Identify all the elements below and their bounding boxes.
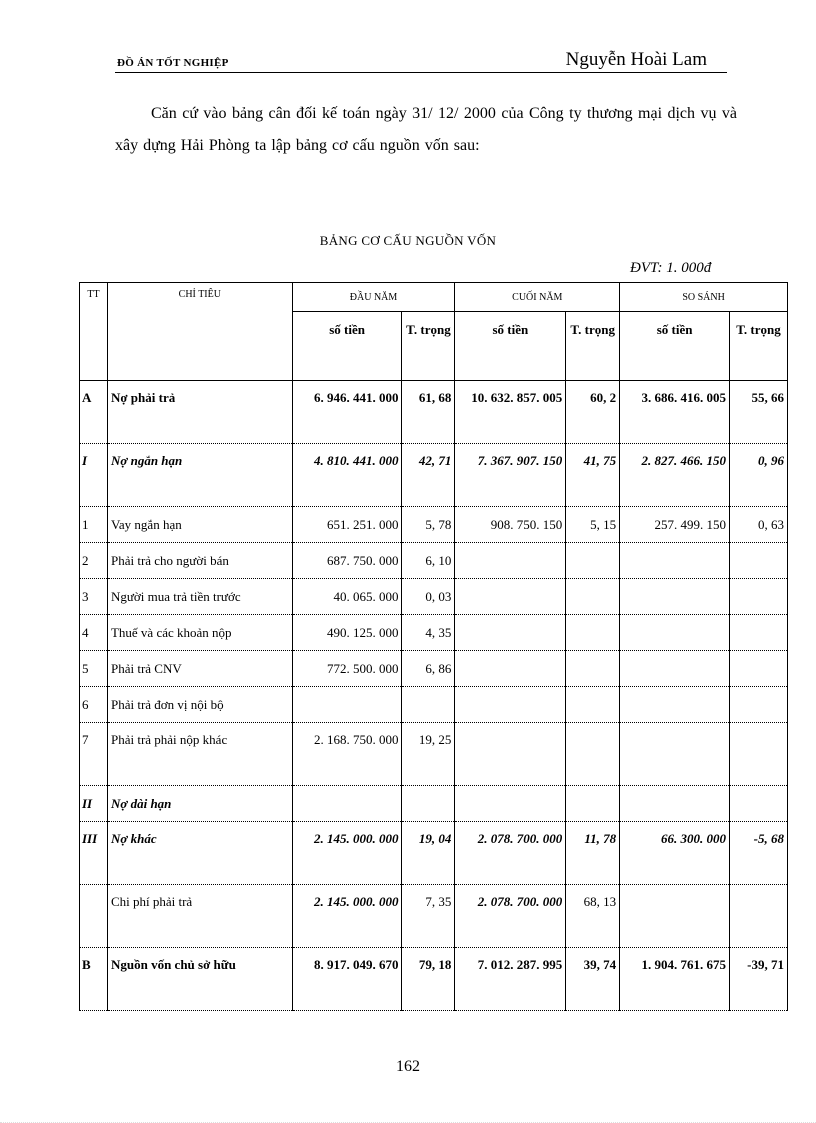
cell-text: -5, 68 [753, 831, 784, 846]
cell-text [293, 687, 399, 691]
table-cell [80, 444, 108, 507]
cell-text [730, 579, 784, 583]
cell-text [620, 651, 726, 655]
table-cell [729, 444, 787, 507]
table-cell [566, 822, 620, 885]
table-cell [566, 615, 620, 651]
cell-text: B [82, 957, 91, 972]
cell-text [566, 579, 616, 583]
cell-text [402, 786, 451, 790]
table-cell [729, 723, 787, 786]
table-cell [455, 687, 566, 723]
cell-text: I [82, 453, 88, 468]
cell-text [455, 786, 562, 790]
author-name: Nguyễn Hoài Lam [565, 49, 707, 70]
table-cell [455, 651, 566, 687]
table-cell [107, 822, 292, 885]
cell-text [620, 579, 726, 583]
table-cell [107, 723, 292, 786]
cell-text [566, 786, 616, 790]
cell-text: Nợ ngắn hạn [110, 453, 183, 468]
table-cell [455, 786, 566, 822]
table-cell [292, 885, 402, 948]
cell-text: 2. 168. 750. 000 [313, 732, 399, 747]
cell-text: 8. 917. 049. 670 [313, 957, 399, 972]
cell-text: 0, 96 [758, 453, 784, 468]
cell-text: 651. 251. 000 [326, 517, 399, 532]
table-cell [107, 615, 292, 651]
table-cell [729, 543, 787, 579]
table-row [80, 822, 788, 885]
table-cell [729, 885, 787, 948]
cell-text: Chi phí phải trả [110, 894, 193, 909]
intro-paragraph: Căn cứ vào bảng cân đối kế toán ngày 31/ 12/ 2000 của Công ty thương mại dịch vụ và xây dựng Hải Phòng ta lập bảng cơ cấu nguồn vốn sau: [115, 105, 737, 154]
cell-text: 66. 300. 000 [660, 831, 726, 846]
table-cell [402, 885, 455, 948]
table-cell [620, 723, 730, 786]
cell-text [620, 786, 726, 790]
cell-text [730, 651, 784, 655]
table-cell [292, 507, 402, 543]
cell-text: 4. 810. 441. 000 [313, 453, 399, 468]
table-cell [729, 507, 787, 543]
col-header-so-sanh: SO SÁNH [620, 283, 788, 312]
table-cell [292, 687, 402, 723]
table-row [80, 885, 788, 948]
table-cell [402, 381, 455, 444]
table-cell [402, 786, 455, 822]
cell-text [730, 615, 784, 619]
table-cell [402, 948, 455, 1011]
cell-text: 2. 827. 466. 150 [641, 453, 726, 468]
table-row [80, 444, 788, 507]
cell-text: 2 [82, 553, 89, 568]
table-cell [455, 885, 566, 948]
cell-text: 2. 078. 700. 000 [477, 831, 563, 846]
table-cell [455, 579, 566, 615]
table-cell [402, 687, 455, 723]
table-cell [292, 786, 402, 822]
cell-text: 42, 71 [418, 453, 452, 468]
col-header-cuoi-nam: CUỐI NĂM [455, 283, 620, 312]
table-cell [566, 444, 620, 507]
cell-text: 3. 686. 416. 005 [641, 390, 726, 405]
table-cell [402, 651, 455, 687]
table-cell [620, 822, 730, 885]
subheader-ty-trong: T. trọng [729, 312, 787, 381]
table-cell [566, 381, 620, 444]
table-row [80, 507, 788, 543]
cell-text: II [82, 796, 93, 811]
col-header-chi-tieu: CHỈ TIÊU [107, 283, 292, 381]
table-cell [455, 381, 566, 444]
cell-text: 11, 78 [584, 831, 617, 846]
table-cell [566, 507, 620, 543]
cell-text: 7, 35 [425, 894, 452, 909]
cell-text [620, 615, 726, 619]
cell-text [566, 723, 616, 726]
capital-structure-table [79, 282, 788, 1011]
cell-text: Nợ dài hạn [110, 796, 172, 811]
table-cell [402, 507, 455, 543]
table-cell [402, 579, 455, 615]
cell-text: 6, 86 [425, 661, 452, 676]
table-cell [620, 687, 730, 723]
cell-text: 2. 145. 000. 000 [313, 894, 399, 909]
table-cell [80, 507, 108, 543]
table-cell [402, 723, 455, 786]
cell-text [402, 687, 451, 691]
table-cell [292, 948, 402, 1011]
cell-text: 1 [82, 517, 89, 532]
cell-text: Nợ khác [110, 831, 157, 846]
cell-text: 5, 78 [425, 517, 452, 532]
table-cell [729, 615, 787, 651]
table-cell [729, 579, 787, 615]
table-row [80, 948, 788, 1011]
table-cell [566, 651, 620, 687]
table-cell [292, 543, 402, 579]
table-cell [107, 579, 292, 615]
cell-text [566, 687, 616, 691]
cell-text [455, 543, 562, 547]
table-cell [107, 687, 292, 723]
cell-text: 687. 750. 000 [326, 553, 399, 568]
table-title: BẢNG CƠ CẤU NGUỒN VỐN [319, 233, 497, 248]
table-cell [80, 543, 108, 579]
cell-text: 7. 012. 287. 995 [477, 957, 563, 972]
cell-text [620, 723, 726, 726]
cell-text [730, 786, 784, 790]
table-cell [80, 822, 108, 885]
table-cell [620, 444, 730, 507]
table-cell [566, 786, 620, 822]
cell-text: 2. 145. 000. 000 [313, 831, 399, 846]
table-cell [292, 723, 402, 786]
cell-text: Phải trả phải nộp khác [110, 732, 228, 747]
table-cell [455, 723, 566, 786]
cell-text [293, 786, 399, 790]
table-cell [620, 651, 730, 687]
table-cell [80, 381, 108, 444]
page-number: 162 [396, 1058, 420, 1075]
table-cell [566, 948, 620, 1011]
cell-text: 55, 66 [751, 390, 784, 405]
subheader-so-tien: số tiền [620, 312, 730, 381]
table-row [80, 615, 788, 651]
cell-text: Nguồn vốn chủ sở hữu [110, 957, 236, 972]
cell-text [455, 723, 562, 726]
table-cell [455, 444, 566, 507]
table-cell [107, 381, 292, 444]
cell-text: Phải trả CNV [110, 661, 182, 676]
cell-text [82, 885, 107, 888]
table-cell [107, 948, 292, 1011]
cell-text [730, 885, 784, 888]
cell-text: Người mua trả tiền trước [110, 589, 241, 604]
table-row [80, 579, 788, 615]
table-cell [729, 948, 787, 1011]
cell-text: 61, 68 [418, 390, 452, 405]
cell-text: 60, 2 [590, 390, 617, 405]
table-cell [729, 822, 787, 885]
cell-text: Phải trả đơn vị nội bộ [110, 697, 224, 712]
cell-text [620, 885, 726, 888]
cell-text: Vay ngắn hạn [110, 517, 182, 532]
table-row [80, 381, 788, 444]
cell-text: 6. 946. 441. 000 [313, 390, 399, 405]
cell-text: 40. 065. 000 [333, 589, 399, 604]
cell-text [455, 687, 562, 691]
cell-text: 1. 904. 761. 675 [641, 957, 726, 972]
cell-text: 2. 078. 700. 000 [477, 894, 563, 909]
table-cell [729, 687, 787, 723]
table-cell [292, 651, 402, 687]
col-header-tt: TT [80, 283, 108, 381]
cell-text: 0, 63 [758, 517, 784, 532]
table-row [80, 786, 788, 822]
cell-text: 3 [82, 589, 89, 604]
cell-text: 6 [82, 697, 89, 712]
table-cell [620, 948, 730, 1011]
cell-text: 7. 367. 907. 150 [477, 453, 563, 468]
table-cell [729, 381, 787, 444]
table-cell [80, 723, 108, 786]
cell-text: 19, 04 [418, 831, 452, 846]
table-cell [402, 444, 455, 507]
table-cell [455, 615, 566, 651]
table-cell [729, 651, 787, 687]
cell-text: 10. 632. 857. 005 [471, 390, 563, 405]
cell-text: 5 [82, 661, 89, 676]
table-cell [729, 786, 787, 822]
cell-text [455, 615, 562, 619]
table-row [80, 687, 788, 723]
table-cell [455, 543, 566, 579]
col-header-dau-nam: ĐẦU NĂM [292, 283, 455, 312]
table-cell [620, 579, 730, 615]
table-cell [80, 786, 108, 822]
table-cell [620, 507, 730, 543]
table-cell [566, 723, 620, 786]
cell-text: 490. 125. 000 [326, 625, 399, 640]
table-cell [620, 885, 730, 948]
cell-text: 7 [82, 732, 89, 747]
table-cell [566, 543, 620, 579]
cell-text: 79, 18 [418, 957, 452, 972]
table-cell [107, 885, 292, 948]
subheader-so-tien: số tiền [292, 312, 402, 381]
table-cell [80, 579, 108, 615]
cell-text: 5, 15 [590, 517, 617, 532]
table-cell [80, 687, 108, 723]
subheader-ty-trong: T. trọng [566, 312, 620, 381]
cell-text: Nợ phải trả [110, 390, 176, 405]
page-header [115, 50, 727, 73]
cell-text: 41, 75 [583, 453, 617, 468]
cell-text [455, 651, 562, 655]
table-cell [107, 444, 292, 507]
cell-text: -39, 71 [747, 957, 784, 972]
table-row [80, 723, 788, 786]
cell-text: 68, 13 [583, 894, 617, 909]
table-row [80, 543, 788, 579]
cell-text: III [82, 831, 98, 846]
cell-text [730, 723, 784, 726]
table-cell [402, 543, 455, 579]
table-cell [292, 822, 402, 885]
table-cell [620, 786, 730, 822]
cell-text: 4 [82, 625, 89, 640]
table-cell [292, 381, 402, 444]
table-cell [620, 381, 730, 444]
table-cell [107, 543, 292, 579]
subheader-so-tien: số tiền [455, 312, 566, 381]
cell-text: 772. 500. 000 [326, 661, 399, 676]
table-cell [107, 651, 292, 687]
cell-text [620, 543, 726, 547]
table-cell [402, 822, 455, 885]
document-label: ĐỒ ÁN TỐT NGHIỆP [117, 57, 229, 69]
cell-text: A [82, 390, 92, 405]
table-cell [80, 948, 108, 1011]
cell-text: 4, 35 [425, 625, 452, 640]
cell-text: 908. 750. 150 [490, 517, 563, 532]
cell-text: 0, 03 [425, 589, 452, 604]
table-cell [566, 687, 620, 723]
table-cell [292, 615, 402, 651]
table-cell [566, 579, 620, 615]
subheader-ty-trong: T. trọng [402, 312, 455, 381]
cell-text [566, 615, 616, 619]
cell-text: 6, 10 [425, 553, 452, 568]
cell-text: 257. 499. 150 [654, 517, 726, 532]
table-cell [107, 507, 292, 543]
cell-text [566, 543, 616, 547]
table-cell [292, 579, 402, 615]
table-cell [107, 786, 292, 822]
table-cell [455, 507, 566, 543]
cell-text [730, 543, 784, 547]
table-cell [80, 651, 108, 687]
table-cell [566, 885, 620, 948]
table-cell [80, 885, 108, 948]
table-cell [620, 615, 730, 651]
unit-label: ĐVT: 1. 000đ [630, 260, 712, 276]
table-cell [455, 948, 566, 1011]
table-cell [620, 543, 730, 579]
cell-text: Phải trả cho người bán [110, 553, 229, 568]
table-cell [402, 615, 455, 651]
table-row [80, 651, 788, 687]
cell-text: 19, 25 [418, 732, 452, 747]
cell-text [566, 651, 616, 655]
cell-text [730, 687, 784, 691]
cell-text: 39, 74 [583, 957, 617, 972]
table-cell [455, 822, 566, 885]
cell-text [620, 687, 726, 691]
table-cell [292, 444, 402, 507]
table-cell [80, 615, 108, 651]
cell-text: Thuế và các khoản nộp [110, 625, 232, 640]
cell-text [455, 579, 562, 583]
